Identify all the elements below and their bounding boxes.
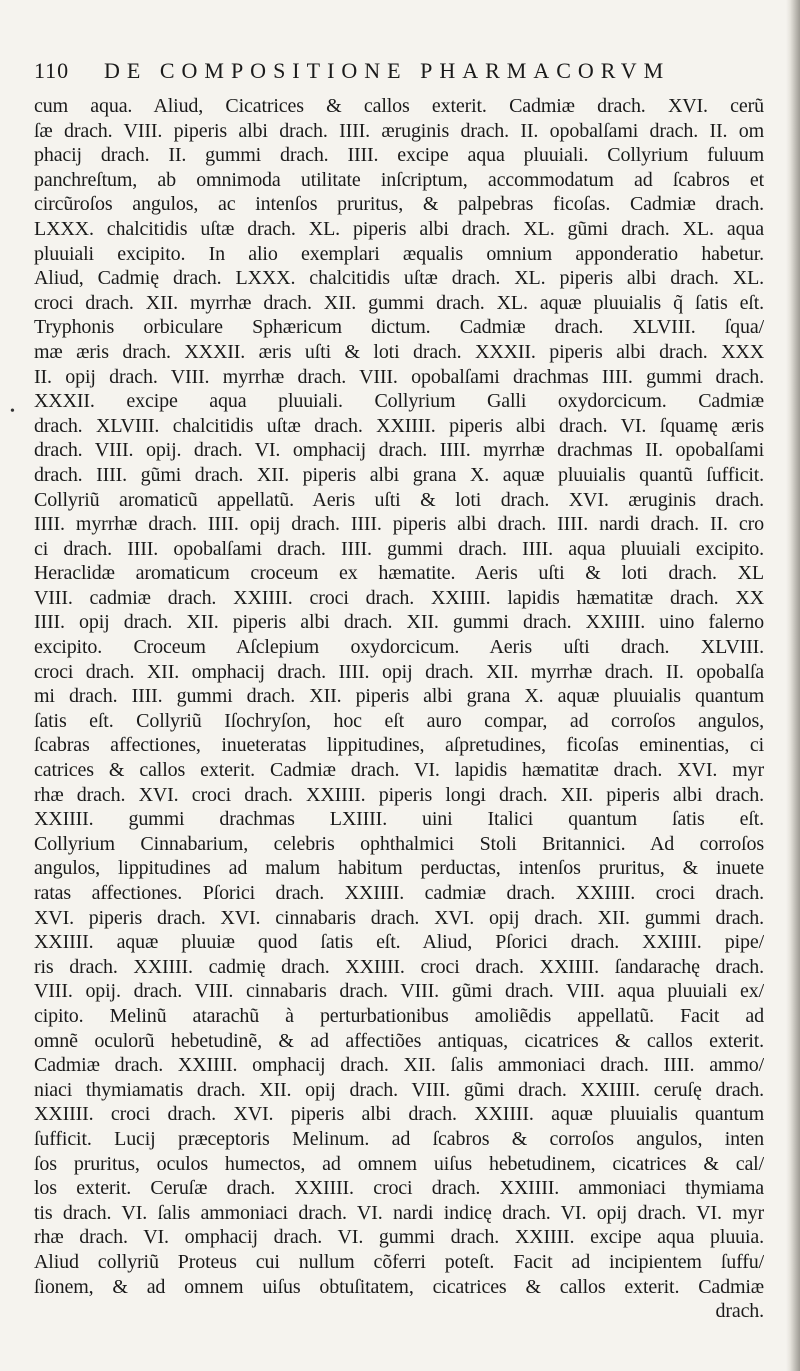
text-line: ſcabras affectiones, inueteratas lippitudines, aſpretudines, ficoſas eminentias, ci [34, 734, 764, 757]
text-line: Collyriũ aromaticũ appellatũ. Aeris uſti & loti drach. XVI. æruginis drach. [34, 488, 764, 511]
text-line: Tryphonis orbiculare Sphæricum dictum. Cadmiæ drach. XLVIII. ſqua/ [34, 316, 764, 339]
text-line: drach. [715, 1300, 764, 1323]
text-line: cum aqua. Aliud, Cicatrices & callos exterit. Cadmiæ drach. XVI. cerũ [34, 95, 764, 117]
margin-mark: • [10, 404, 15, 419]
text-line: Aliud, Cadmię drach. LXXX. chalcitidis uſtæ drach. XL. piperis albi drach. XL. [34, 267, 764, 290]
text-line: LXXX. chalcitidis uſtæ drach. XL. piperis albi drach. XL. gũmi drach. XL. aqua [34, 217, 764, 240]
text-line: mi drach. IIII. gummi drach. XII. piperis albi grana X. aquæ pluuialis quantum [34, 685, 764, 708]
text-line: VIII. cadmiæ drach. XXIIII. croci drach. XXIIII. lapidis hæmatitæ drach. XX [34, 586, 764, 609]
text-line: drach. VIII. opij. drach. VI. omphacij drach. IIII. myrrhæ drachmas II. opobalſami [34, 439, 764, 462]
text-line: VIII. opij. drach. VIII. cinnabaris drach. VIII. gũmi drach. VIII. aqua pluuiali ex/ [34, 980, 764, 1003]
text-line: XXIIII. gummi drachmas LXIIII. uini Italici quantum ſatis eſt. [34, 808, 764, 831]
page-header [34, 58, 764, 94]
text-line: los exterit. Ceruſæ drach. XXIIII. croci drach. XXIIII. ammoniaci thymiama [34, 1177, 764, 1200]
text-line: ſos pruritus, oculos humectos, ad omnem uiſus hebetudinem, cicatrices & cal/ [34, 1152, 764, 1175]
text-line: niaci thymiamatis drach. XII. opij drach. VIII. gũmi drach. XXIIII. ceruſę drach. [34, 1078, 764, 1101]
text-line: excipito. Croceum Aſclepium oxydorcicum. Aeris uſti drach. XLVIII. [34, 636, 764, 659]
text-line: croci drach. XII. omphacij drach. IIII. opij drach. XII. myrrhæ drach. II. opobalſa [34, 660, 764, 683]
text-line: ſæ drach. VIII. piperis albi drach. IIII. æruginis drach. II. opobalſami drach. II. om [34, 119, 764, 142]
text-line: panchreſtum, ab omnimoda utilitate inſcriptum, accommodatum ad ſcabros et [34, 168, 764, 191]
text-line: IIII. myrrhæ drach. IIII. opij drach. IIII. piperis albi drach. IIII. nardi drach. II. cro [34, 513, 764, 536]
text-line: ris drach. XXIIII. cadmię drach. XXIIII. croci drach. XXIIII. ſandarachę drach. [34, 955, 764, 978]
text-line: Collyrium Cinnabarium, celebris ophthalmici Stoli Britannici. Ad corroſos [34, 832, 764, 855]
text-line: tis drach. VI. ſalis ammoniaci drach. VI. nardi indicę drach. VI. opij drach. VI. myr [34, 1201, 764, 1224]
text-line: ſufficit. Lucij præceptoris Melinum. ad ſcabros & corroſos angulos, inten [34, 1127, 764, 1150]
text-line: pluuiali excipito. In alio exemplari æqualis omnium apponderatio habetur. [34, 242, 764, 265]
text-line: Cadmiæ drach. XXIIII. omphacij drach. XII. ſalis ammoniaci drach. IIII. ammo/ [34, 1054, 764, 1077]
text-line: XXIIII. aquæ pluuiæ quod ſatis eſt. Aliud, Pſorici drach. XXIIII. pipe/ [34, 931, 764, 954]
text-line: ſionem, & ad omnem uiſus obtuſitatem, cicatrices & callos exterit. Cadmiæ [34, 1275, 764, 1298]
text-line: Heraclidæ aromaticum croceum ex hæmatite. Aeris uſti & loti drach. XL [34, 562, 764, 585]
text-line: Aliud collyriũ Proteus cui nullum cõferri poteſt. Facit ad incipientem ſuffu/ [34, 1250, 764, 1273]
text-line: XXIIII. croci drach. XVI. piperis albi drach. XXIIII. aquæ pluuialis quantum [34, 1103, 764, 1126]
text-line: ci drach. IIII. opobalſami drach. IIII. gummi drach. IIII. aqua pluuiali excipito. [34, 537, 764, 560]
text-line: omnẽ oculorũ hebetudinẽ, & ad affectiões antiquas, cicatrices & callos exterit. [34, 1029, 764, 1052]
text-line: catrices & callos exterit. Cadmiæ drach. VI. lapidis hæmatitæ drach. XVI. myr [34, 759, 764, 782]
text-line: circũroſos angulos, ac intenſos pruritus, & palpebras ficoſas. Cadmiæ drach. [34, 193, 764, 216]
text-line: croci drach. XII. myrrhæ drach. XII. gummi drach. XL. aquæ pluuialis q̃ ſatis eſt. [34, 291, 764, 314]
text-line: ſatis eſt. Collyriũ Iſochryſon, hoc eſt auro compar, ad corroſos angulos, [34, 709, 764, 732]
text-line: II. opij drach. VIII. myrrhæ drach. VIII. opobalſami drachmas IIII. gummi drach. [34, 365, 764, 388]
text-line: ratas affectiones. Pſorici drach. XXIIII. cadmiæ drach. XXIIII. croci drach. [34, 882, 764, 904]
text-line: rhæ drach. VI. omphacij drach. VI. gummi drach. XXIIII. excipe aqua pluuia. [34, 1226, 764, 1249]
running-title: DE COMPOSITIONE PHARMACORVM [104, 58, 671, 83]
text-line: phacij drach. II. gummi drach. IIII. excipe aqua pluuiali. Collyrium fuluum [34, 144, 764, 167]
text-line: cipito. Melinũ atarachũ à perturbationibus amoliẽdis appellatũ. Facit ad [34, 1004, 764, 1027]
text-line: IIII. opij drach. XII. piperis albi drach. XII. gummi drach. XXIIII. uino falerno [34, 611, 764, 634]
text-line: drach. XLVIII. chalcitidis uſtæ drach. XXIIII. piperis albi drach. VI. ſquamę æris [34, 414, 764, 437]
text-line: mæ æris drach. XXXII. æris uſti & loti drach. XXXII. piperis albi drach. XXX [34, 340, 764, 363]
text-line: XXXII. excipe aqua pluuiali. Collyrium Galli oxydorcicum. Cadmiæ [34, 390, 764, 413]
text-line: rhæ drach. XVI. croci drach. XXIIII. piperis longi drach. XII. piperis albi drach. [34, 783, 764, 806]
text-line: angulos, lippitudines ad malum habitum perductas, intenſos pruritus, & inuete [34, 857, 764, 880]
text-line: drach. IIII. gũmi drach. XII. piperis albi grana X. aquæ pluuialis quantũ ſufficit. [34, 463, 764, 486]
body-text [34, 94, 764, 1324]
page-number: 110 [34, 58, 70, 83]
text-line: XVI. piperis drach. XVI. cinnabaris drach. XVI. opij drach. XII. gummi drach. [34, 906, 764, 929]
page-gutter-shadow [786, 0, 800, 1371]
